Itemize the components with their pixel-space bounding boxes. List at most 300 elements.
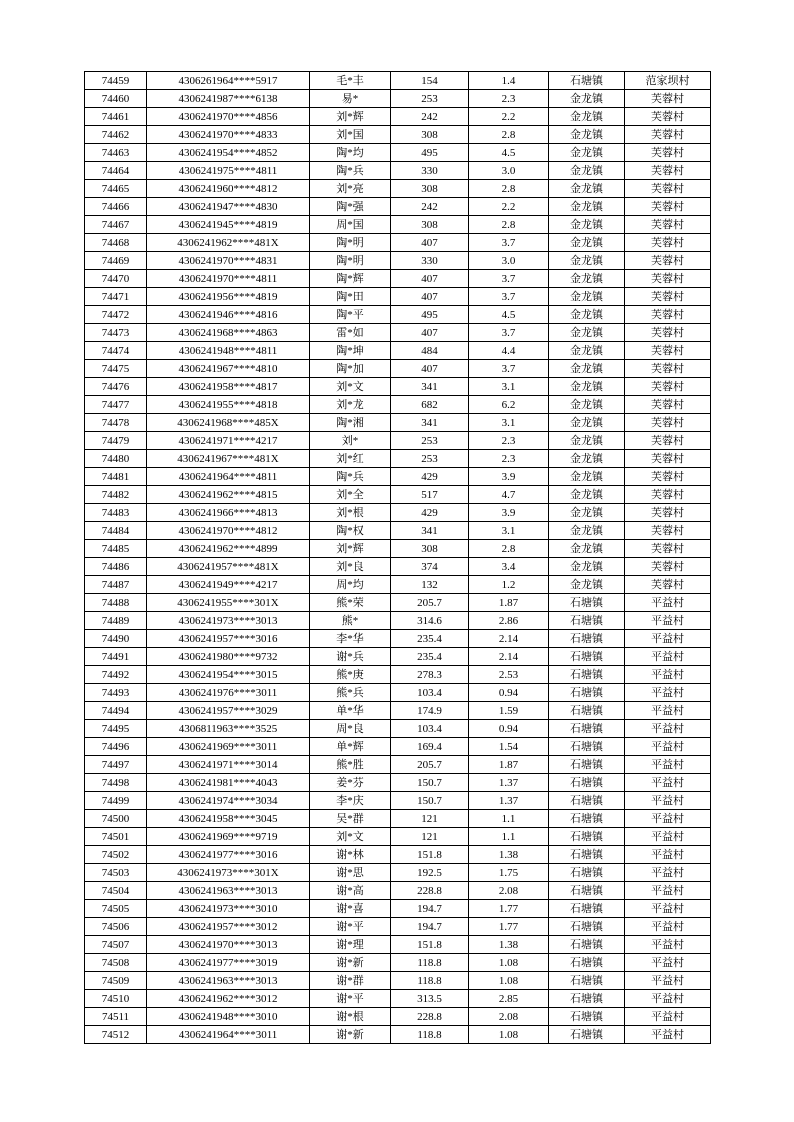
cell-village: 平益村	[625, 846, 711, 864]
cell-serial: 74467	[85, 216, 147, 234]
cell-id-masked: 4306241973****301X	[147, 864, 310, 882]
cell-town: 金龙镇	[549, 414, 625, 432]
cell-id-masked: 4306241967****481X	[147, 450, 310, 468]
cell-name-masked: 刘*辉	[310, 108, 391, 126]
table-row	[85, 936, 711, 954]
cell-id-masked: 4306241955****301X	[147, 594, 310, 612]
cell-rate: 2.14	[469, 630, 549, 648]
table-row	[85, 576, 711, 594]
cell-town: 金龙镇	[549, 180, 625, 198]
cell-rate: 2.3	[469, 90, 549, 108]
cell-name-masked: 熊*兵	[310, 684, 391, 702]
cell-rate: 1.77	[469, 900, 549, 918]
table-row	[85, 432, 711, 450]
cell-rate: 4.7	[469, 486, 549, 504]
cell-town: 石塘镇	[549, 1008, 625, 1026]
cell-rate: 0.94	[469, 684, 549, 702]
cell-amount: 205.7	[391, 594, 469, 612]
cell-serial: 74483	[85, 504, 147, 522]
cell-rate: 1.1	[469, 810, 549, 828]
cell-amount: 313.5	[391, 990, 469, 1008]
cell-town: 金龙镇	[549, 90, 625, 108]
table-row	[85, 846, 711, 864]
table-row	[85, 324, 711, 342]
cell-village: 平益村	[625, 954, 711, 972]
cell-name-masked: 单*华	[310, 702, 391, 720]
cell-rate: 2.3	[469, 450, 549, 468]
cell-id-masked: 4306241980****9732	[147, 648, 310, 666]
cell-rate: 3.7	[469, 288, 549, 306]
cell-id-masked: 4306241970****4833	[147, 126, 310, 144]
cell-serial: 74477	[85, 396, 147, 414]
cell-village: 平益村	[625, 1008, 711, 1026]
cell-serial: 74466	[85, 198, 147, 216]
table-row	[85, 486, 711, 504]
cell-rate: 2.85	[469, 990, 549, 1008]
cell-town: 石塘镇	[549, 990, 625, 1008]
cell-serial: 74497	[85, 756, 147, 774]
records-table	[84, 71, 711, 1044]
table-row	[85, 342, 711, 360]
cell-village: 芙蓉村	[625, 468, 711, 486]
cell-amount: 169.4	[391, 738, 469, 756]
records-table-body	[85, 72, 711, 1044]
cell-amount: 121	[391, 828, 469, 846]
cell-village: 平益村	[625, 900, 711, 918]
cell-rate: 2.2	[469, 108, 549, 126]
cell-id-masked: 4306241962****3012	[147, 990, 310, 1008]
cell-village: 平益村	[625, 630, 711, 648]
table-row	[85, 216, 711, 234]
cell-id-masked: 4306241969****3011	[147, 738, 310, 756]
cell-rate: 3.7	[469, 360, 549, 378]
cell-village: 芙蓉村	[625, 396, 711, 414]
table-row	[85, 918, 711, 936]
cell-name-masked: 易*	[310, 90, 391, 108]
cell-village: 芙蓉村	[625, 234, 711, 252]
cell-serial: 74487	[85, 576, 147, 594]
cell-id-masked: 4306241960****4812	[147, 180, 310, 198]
cell-serial: 74468	[85, 234, 147, 252]
cell-town: 石塘镇	[549, 918, 625, 936]
cell-village: 芙蓉村	[625, 378, 711, 396]
cell-town: 金龙镇	[549, 486, 625, 504]
table-row	[85, 792, 711, 810]
cell-amount: 194.7	[391, 918, 469, 936]
table-row	[85, 198, 711, 216]
cell-name-masked: 刘*全	[310, 486, 391, 504]
cell-name-masked: 雷*如	[310, 324, 391, 342]
cell-rate: 1.38	[469, 936, 549, 954]
cell-amount: 150.7	[391, 774, 469, 792]
cell-name-masked: 熊*庚	[310, 666, 391, 684]
cell-town: 石塘镇	[549, 972, 625, 990]
cell-rate: 1.38	[469, 846, 549, 864]
cell-serial: 74479	[85, 432, 147, 450]
cell-amount: 330	[391, 252, 469, 270]
cell-id-masked: 4306241949****4217	[147, 576, 310, 594]
cell-serial: 74486	[85, 558, 147, 576]
cell-serial: 74494	[85, 702, 147, 720]
cell-amount: 228.8	[391, 882, 469, 900]
cell-id-masked: 4306241968****485X	[147, 414, 310, 432]
cell-rate: 1.87	[469, 594, 549, 612]
cell-village: 范家坝村	[625, 72, 711, 90]
cell-town: 石塘镇	[549, 684, 625, 702]
cell-amount: 407	[391, 270, 469, 288]
cell-name-masked: 刘*辉	[310, 540, 391, 558]
cell-serial: 74469	[85, 252, 147, 270]
cell-village: 芙蓉村	[625, 504, 711, 522]
table-row	[85, 1026, 711, 1044]
cell-id-masked: 4306241987****6138	[147, 90, 310, 108]
cell-serial: 74461	[85, 108, 147, 126]
cell-id-masked: 4306241968****4863	[147, 324, 310, 342]
cell-amount: 228.8	[391, 1008, 469, 1026]
cell-village: 平益村	[625, 972, 711, 990]
cell-name-masked: 谢*平	[310, 918, 391, 936]
cell-name-masked: 刘*龙	[310, 396, 391, 414]
cell-name-masked: 刘*文	[310, 378, 391, 396]
cell-village: 芙蓉村	[625, 432, 711, 450]
cell-village: 平益村	[625, 1026, 711, 1044]
cell-serial: 74500	[85, 810, 147, 828]
cell-id-masked: 4306241946****4816	[147, 306, 310, 324]
cell-amount: 308	[391, 216, 469, 234]
cell-amount: 374	[391, 558, 469, 576]
cell-amount: 484	[391, 342, 469, 360]
cell-town: 金龙镇	[549, 306, 625, 324]
cell-amount: 121	[391, 810, 469, 828]
cell-name-masked: 周*均	[310, 576, 391, 594]
cell-serial: 74482	[85, 486, 147, 504]
cell-id-masked: 4306241966****4813	[147, 504, 310, 522]
cell-village: 平益村	[625, 594, 711, 612]
cell-name-masked: 刘*亮	[310, 180, 391, 198]
cell-rate: 1.37	[469, 774, 549, 792]
cell-rate: 2.86	[469, 612, 549, 630]
cell-town: 金龙镇	[549, 504, 625, 522]
cell-village: 芙蓉村	[625, 576, 711, 594]
cell-serial: 74501	[85, 828, 147, 846]
cell-town: 金龙镇	[549, 378, 625, 396]
cell-amount: 314.6	[391, 612, 469, 630]
cell-village: 芙蓉村	[625, 144, 711, 162]
cell-id-masked: 4306241962****4899	[147, 540, 310, 558]
cell-village: 平益村	[625, 648, 711, 666]
cell-amount: 235.4	[391, 648, 469, 666]
cell-amount: 151.8	[391, 846, 469, 864]
table-row	[85, 612, 711, 630]
cell-village: 芙蓉村	[625, 252, 711, 270]
cell-rate: 1.4	[469, 72, 549, 90]
cell-amount: 407	[391, 360, 469, 378]
table-row	[85, 252, 711, 270]
cell-amount: 194.7	[391, 900, 469, 918]
table-row	[85, 954, 711, 972]
cell-amount: 118.8	[391, 1026, 469, 1044]
table-row	[85, 108, 711, 126]
cell-serial: 74488	[85, 594, 147, 612]
cell-id-masked: 4306241971****4217	[147, 432, 310, 450]
cell-village: 平益村	[625, 738, 711, 756]
cell-serial: 74481	[85, 468, 147, 486]
cell-town: 石塘镇	[549, 666, 625, 684]
cell-id-masked: 4306241971****3014	[147, 756, 310, 774]
cell-serial: 74473	[85, 324, 147, 342]
cell-name-masked: 熊*胜	[310, 756, 391, 774]
cell-id-masked: 4306241958****4817	[147, 378, 310, 396]
cell-serial: 74485	[85, 540, 147, 558]
cell-rate: 1.75	[469, 864, 549, 882]
cell-rate: 1.87	[469, 756, 549, 774]
cell-serial: 74459	[85, 72, 147, 90]
cell-amount: 150.7	[391, 792, 469, 810]
cell-amount: 308	[391, 180, 469, 198]
table-row	[85, 864, 711, 882]
table-row	[85, 900, 711, 918]
cell-id-masked: 4306241948****4811	[147, 342, 310, 360]
cell-rate: 3.7	[469, 270, 549, 288]
cell-id-masked: 4306241967****4810	[147, 360, 310, 378]
cell-town: 金龙镇	[549, 576, 625, 594]
cell-name-masked: 刘*	[310, 432, 391, 450]
cell-town: 石塘镇	[549, 72, 625, 90]
table-row	[85, 972, 711, 990]
cell-id-masked: 4306241948****3010	[147, 1008, 310, 1026]
table-row	[85, 702, 711, 720]
cell-name-masked: 陶*坤	[310, 342, 391, 360]
cell-amount: 192.5	[391, 864, 469, 882]
table-row	[85, 270, 711, 288]
cell-village: 芙蓉村	[625, 108, 711, 126]
cell-name-masked: 陶*权	[310, 522, 391, 540]
cell-rate: 3.9	[469, 504, 549, 522]
cell-town: 石塘镇	[549, 792, 625, 810]
cell-village: 平益村	[625, 756, 711, 774]
cell-village: 平益村	[625, 882, 711, 900]
cell-id-masked: 4306241963****3013	[147, 972, 310, 990]
cell-name-masked: 刘*国	[310, 126, 391, 144]
table-row	[85, 414, 711, 432]
cell-amount: 308	[391, 540, 469, 558]
cell-village: 芙蓉村	[625, 540, 711, 558]
cell-town: 金龙镇	[549, 234, 625, 252]
cell-id-masked: 4306241957****3016	[147, 630, 310, 648]
cell-amount: 253	[391, 432, 469, 450]
cell-amount: 341	[391, 522, 469, 540]
cell-town: 金龙镇	[549, 198, 625, 216]
cell-village: 平益村	[625, 702, 711, 720]
cell-rate: 1.37	[469, 792, 549, 810]
cell-rate: 2.8	[469, 540, 549, 558]
cell-amount: 103.4	[391, 684, 469, 702]
cell-village: 平益村	[625, 612, 711, 630]
cell-town: 金龙镇	[549, 144, 625, 162]
cell-name-masked: 姜*芬	[310, 774, 391, 792]
cell-id-masked: 4306241964****3011	[147, 1026, 310, 1044]
cell-name-masked: 刘*根	[310, 504, 391, 522]
cell-name-masked: 陶*均	[310, 144, 391, 162]
cell-town: 石塘镇	[549, 828, 625, 846]
cell-id-masked: 4306241970****4811	[147, 270, 310, 288]
cell-rate: 3.0	[469, 162, 549, 180]
cell-name-masked: 熊*荣	[310, 594, 391, 612]
cell-rate: 2.8	[469, 180, 549, 198]
cell-village: 芙蓉村	[625, 198, 711, 216]
cell-name-masked: 刘*良	[310, 558, 391, 576]
cell-village: 平益村	[625, 684, 711, 702]
cell-town: 金龙镇	[549, 522, 625, 540]
cell-rate: 2.08	[469, 882, 549, 900]
table-row	[85, 144, 711, 162]
cell-rate: 2.3	[469, 432, 549, 450]
cell-id-masked: 4306241974****3034	[147, 792, 310, 810]
cell-rate: 1.1	[469, 828, 549, 846]
table-row	[85, 594, 711, 612]
cell-name-masked: 谢*高	[310, 882, 391, 900]
cell-serial: 74508	[85, 954, 147, 972]
cell-id-masked: 4306241970****4856	[147, 108, 310, 126]
cell-rate: 1.59	[469, 702, 549, 720]
cell-town: 石塘镇	[549, 630, 625, 648]
cell-town: 石塘镇	[549, 810, 625, 828]
cell-town: 金龙镇	[549, 252, 625, 270]
cell-name-masked: 周*良	[310, 720, 391, 738]
cell-id-masked: 4306241973****3013	[147, 612, 310, 630]
table-row	[85, 72, 711, 90]
cell-town: 金龙镇	[549, 558, 625, 576]
cell-amount: 253	[391, 450, 469, 468]
cell-village: 芙蓉村	[625, 522, 711, 540]
cell-village: 平益村	[625, 918, 711, 936]
cell-amount: 253	[391, 90, 469, 108]
cell-rate: 2.08	[469, 1008, 549, 1026]
table-row	[85, 738, 711, 756]
cell-id-masked: 4306241957****3012	[147, 918, 310, 936]
table-row	[85, 756, 711, 774]
cell-amount: 103.4	[391, 720, 469, 738]
cell-amount: 205.7	[391, 756, 469, 774]
cell-serial: 74465	[85, 180, 147, 198]
cell-village: 芙蓉村	[625, 486, 711, 504]
cell-town: 金龙镇	[549, 288, 625, 306]
cell-rate: 3.1	[469, 414, 549, 432]
table-row	[85, 504, 711, 522]
table-row	[85, 288, 711, 306]
cell-town: 石塘镇	[549, 864, 625, 882]
cell-name-masked: 陶*湘	[310, 414, 391, 432]
cell-amount: 235.4	[391, 630, 469, 648]
cell-name-masked: 陶*兵	[310, 162, 391, 180]
cell-amount: 407	[391, 234, 469, 252]
cell-rate: 4.5	[469, 144, 549, 162]
table-row	[85, 666, 711, 684]
cell-name-masked: 周*国	[310, 216, 391, 234]
cell-amount: 118.8	[391, 954, 469, 972]
table-row	[85, 684, 711, 702]
cell-village: 平益村	[625, 666, 711, 684]
cell-id-masked: 4306241969****9719	[147, 828, 310, 846]
cell-serial: 74491	[85, 648, 147, 666]
cell-id-masked: 4306261964****5917	[147, 72, 310, 90]
cell-serial: 74470	[85, 270, 147, 288]
cell-village: 芙蓉村	[625, 414, 711, 432]
cell-id-masked: 4306241964****4811	[147, 468, 310, 486]
table-row	[85, 810, 711, 828]
cell-town: 金龙镇	[549, 108, 625, 126]
cell-serial: 74504	[85, 882, 147, 900]
cell-name-masked: 单*辉	[310, 738, 391, 756]
cell-id-masked: 4306241957****481X	[147, 558, 310, 576]
cell-village: 芙蓉村	[625, 180, 711, 198]
cell-town: 石塘镇	[549, 738, 625, 756]
cell-serial: 74499	[85, 792, 147, 810]
cell-name-masked: 陶*强	[310, 198, 391, 216]
cell-town: 金龙镇	[549, 432, 625, 450]
cell-rate: 3.4	[469, 558, 549, 576]
table-row	[85, 306, 711, 324]
cell-id-masked: 4306241954****3015	[147, 666, 310, 684]
cell-serial: 74512	[85, 1026, 147, 1044]
cell-serial: 74496	[85, 738, 147, 756]
cell-name-masked: 陶*兵	[310, 468, 391, 486]
table-row	[85, 990, 711, 1008]
cell-amount: 682	[391, 396, 469, 414]
cell-village: 芙蓉村	[625, 306, 711, 324]
cell-serial: 74478	[85, 414, 147, 432]
cell-name-masked: 熊*	[310, 612, 391, 630]
cell-serial: 74503	[85, 864, 147, 882]
cell-name-masked: 李*庆	[310, 792, 391, 810]
cell-serial: 74498	[85, 774, 147, 792]
table-row	[85, 1008, 711, 1026]
cell-serial: 74462	[85, 126, 147, 144]
cell-name-masked: 陶*明	[310, 234, 391, 252]
cell-town: 金龙镇	[549, 324, 625, 342]
cell-rate: 3.7	[469, 324, 549, 342]
cell-rate: 1.08	[469, 972, 549, 990]
table-row	[85, 126, 711, 144]
table-row	[85, 774, 711, 792]
cell-town: 金龙镇	[549, 216, 625, 234]
cell-rate: 1.77	[469, 918, 549, 936]
cell-village: 芙蓉村	[625, 360, 711, 378]
cell-name-masked: 毛*丰	[310, 72, 391, 90]
cell-village: 平益村	[625, 990, 711, 1008]
cell-id-masked: 4306241976****3011	[147, 684, 310, 702]
cell-rate: 3.0	[469, 252, 549, 270]
cell-amount: 242	[391, 108, 469, 126]
cell-village: 芙蓉村	[625, 288, 711, 306]
cell-town: 金龙镇	[549, 396, 625, 414]
cell-rate: 2.14	[469, 648, 549, 666]
cell-rate: 1.08	[469, 1026, 549, 1044]
table-row	[85, 396, 711, 414]
cell-rate: 4.5	[469, 306, 549, 324]
cell-serial: 74511	[85, 1008, 147, 1026]
cell-id-masked: 4306241957****3029	[147, 702, 310, 720]
cell-village: 平益村	[625, 774, 711, 792]
cell-id-masked: 4306241958****3045	[147, 810, 310, 828]
cell-amount: 429	[391, 468, 469, 486]
cell-rate: 1.2	[469, 576, 549, 594]
cell-name-masked: 陶*田	[310, 288, 391, 306]
cell-name-masked: 谢*平	[310, 990, 391, 1008]
cell-town: 金龙镇	[549, 270, 625, 288]
cell-village: 芙蓉村	[625, 162, 711, 180]
cell-name-masked: 谢*新	[310, 954, 391, 972]
